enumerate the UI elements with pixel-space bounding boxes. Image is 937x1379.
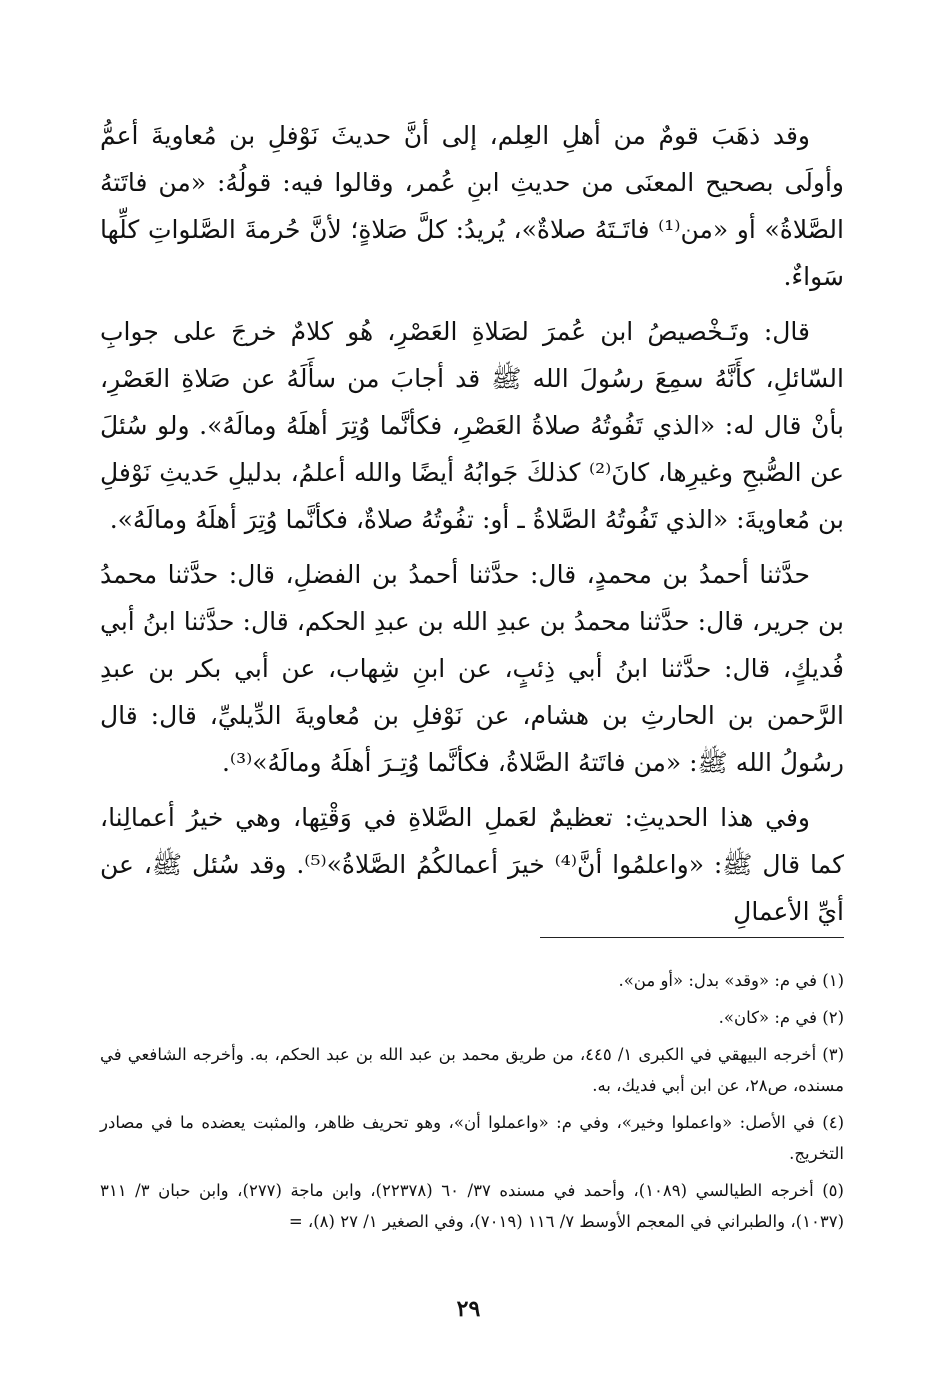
footnote: (١) في م: «وقد» بدل: «أو من». [618, 971, 844, 990]
paragraph: قال: وتَـخْصيصُ ابن عُمرَ لصَلاةِ العَصْرِ، هُو كلامٌ خرجَ على جوابِ السّائلِ، كأَنَّهُ سمِعَ رسُولَ الله ﷺ قد أجابَ من سأَلَهُ عن صَلاةِ العَصْرِ، بأنْ قال له: «الذي تَفُوتُهُ صلاةُ العَصْرِ، فكأنَّما وُتِرَ أهلَهُ ومالَهُ». ولو سُئلَ عن الصُّبحِ وغيرِها، كانَ⁽²⁾ كذلكَ جَوابُهُ أيضًا والله أعلمُ، بدليلِ حَديثِ نَوْفلِ بن مُعاويةَ: «الذي تَفُوتُهُ الصَّلاةُ ـ أو: تفُوتُهُ صلاةٌ، فكأنَّما وُتِرَ أهلَهُ ومالَهُ». [100, 317, 844, 534]
footnote: (٥) أخرجه الطيالسي (١٠٨٩)، وأحمد في مسنده ٣٧/ ٦٠ (٢٢٣٧٨)، وابن ماجة (٢٧٧)، وابن حبان ٣/ ٣١١ (١٠٣٧)، والطبراني في المعجم الأوسط ٧/ ١١٦ (٧٠١٩)، وفي الصغير ١/ ٢٧ (٨)، = [100, 1181, 844, 1231]
main-text [100, 112, 844, 943]
footnote: (٢) في م: «كان». [718, 1008, 844, 1027]
paragraph: وقد ذهَبَ قومٌ من أهلِ العِلم، إلى أنَّ حديثَ نَوْفلِ بن مُعاويةَ أعمُّ وأولَى بصحيح المعنَى من حديثِ ابنِ عُمر، وقالوا فيه: قولُهُ: «من فاتَتهُ الصَّلاةُ» أو «من⁽¹⁾ فاتَـتَهُ صلاةٌ»، يُريدُ: كلَّ صَلاةٍ؛ لأنَّ حُرمةَ الصَّلواتِ كلِّها سَواءٌ. [100, 121, 844, 291]
paragraph: حدَّثنا أحمدُ بن محمدٍ، قال: حدَّثنا أحمدُ بن الفضلِ، قال: حدَّثنا محمدُ بن جرير، قال: حدَّثنا محمدُ بن عبدِ الله بن عبدِ الحكم، قال: حدَّثنا ابنُ أبي فُديكٍ، قال: حدَّثنا ابنُ أبي ذِئبٍ، عن ابنِ شِهاب، عن أبي بكر بن عبدِ الرَّحمن بن الحارثِ بن هشام، عن نَوْفلِ بن مُعاويةَ الدِّيليِّ، قال: قال رسُولُ الله ﷺ: «من فاتَتهُ الصَّلاةُ، فكأنَّما وُتِـرَ أهلَهُ ومالَهُ»⁽³⁾. [100, 560, 844, 777]
footnotes [100, 965, 844, 1243]
paragraph: وفي هذا الحديثِ: تعظيمٌ لعَملِ الصَّلاةِ في وَقْتِها، وهي خيرُ أعمالِنا، كما قال ﷺ: «واعلمُوا أنَّ⁽⁴⁾ خيرَ أعمالكُمُ الصَّلاةُ»⁽⁵⁾. وقد سُئل ﷺ، عن أيِّ الأعمالِ [100, 803, 844, 926]
footnote: (٣) أخرجه البيهقي في الكبرى ١/ ٤٤٥، من طريق محمد بن عبد الله بن عبد الحكم، به. وأخرجه الشافعي في مسنده، ص٢٨، عن ابن أبي فديك، به. [100, 1045, 844, 1095]
page-number: ٢٩ [456, 1296, 481, 1322]
footnote: (٤) في الأصل: «واعملوا وخير»، وفي م: «واعملوا أن»، وهو تحريف ظاهر، والمثبت يعضده ما في مصادر التخريج. [100, 1113, 844, 1163]
footnote-divider [540, 937, 844, 938]
